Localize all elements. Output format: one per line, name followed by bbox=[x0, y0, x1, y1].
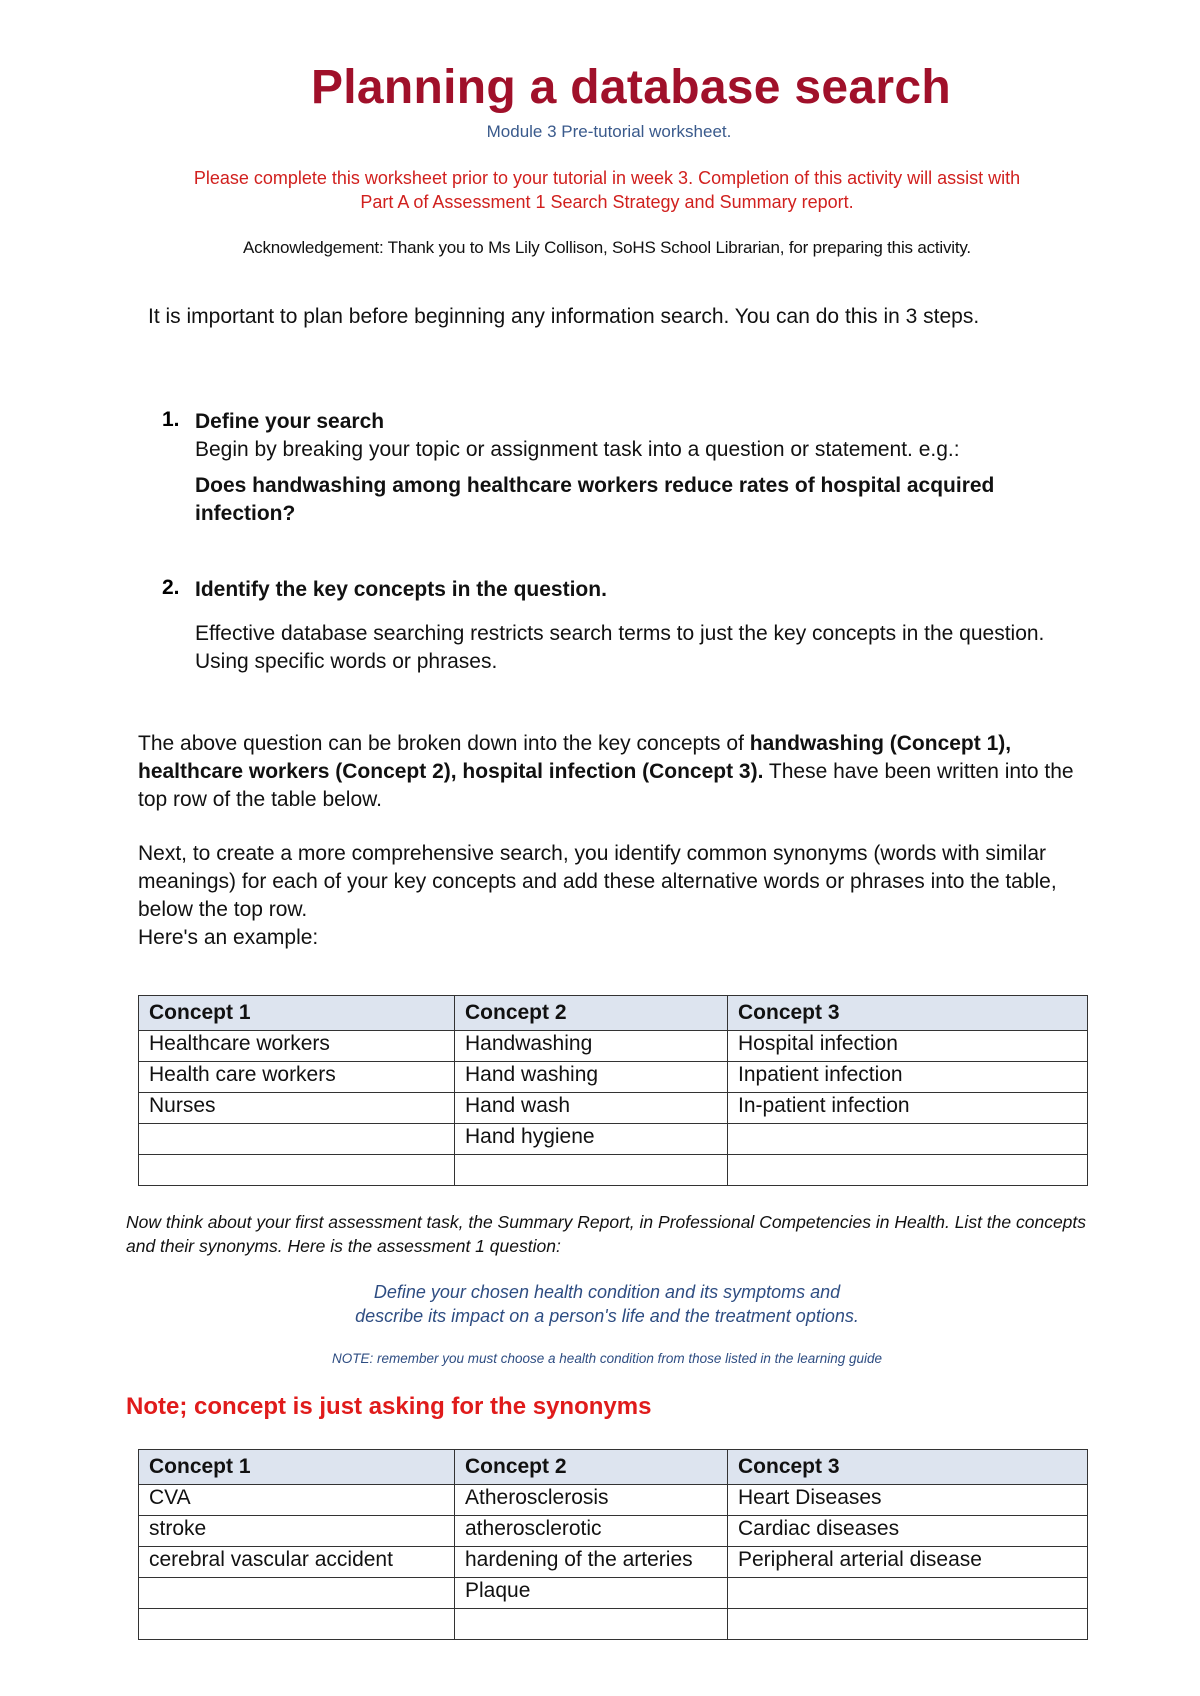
example-label: Here's an example: bbox=[138, 926, 319, 949]
table-cell: hardening of the arteries bbox=[455, 1547, 728, 1578]
concepts-bold: handwashing (Concept 1), healthcare workers (Concept 2), hospital infection (Concept 3). bbox=[138, 732, 1012, 783]
table-row bbox=[139, 1031, 1088, 1062]
table-cell: Inpatient infection bbox=[728, 1062, 1088, 1093]
table-cell: Plaque bbox=[455, 1578, 728, 1609]
table-cell bbox=[139, 1578, 455, 1609]
table-header-cell: Concept 1 bbox=[139, 996, 455, 1031]
table-cell: Hand hygiene bbox=[455, 1124, 728, 1155]
table-cell bbox=[728, 1609, 1088, 1640]
intro-paragraph: It is important to plan before beginning any information search. You can do this in 3 steps. bbox=[148, 305, 980, 328]
table-row bbox=[139, 1516, 1088, 1547]
table-cell: Handwashing bbox=[455, 1031, 728, 1062]
table-cell: Cardiac diseases bbox=[728, 1516, 1088, 1547]
step-2-heading: Identify the key concepts in the question. bbox=[195, 578, 607, 601]
step-1-number: 1. bbox=[162, 408, 180, 431]
table-cell bbox=[139, 1155, 455, 1186]
synonyms-paragraph bbox=[138, 840, 1088, 952]
table-cell: stroke bbox=[139, 1516, 455, 1547]
step-1-example: Does handwashing among healthcare workers reduce rates of hospital acquired infection? bbox=[195, 474, 995, 525]
table-row bbox=[139, 1609, 1088, 1640]
table-cell: Atherosclerosis bbox=[455, 1485, 728, 1516]
table-header-cell: Concept 2 bbox=[455, 996, 728, 1031]
step-1-text: Begin by breaking your topic or assignment task into a question or statement. e.g.: bbox=[195, 438, 960, 461]
step-1-heading: Define your search bbox=[195, 410, 385, 433]
page-title: Planning a database search bbox=[310, 61, 952, 114]
concepts-paragraph bbox=[138, 730, 1088, 814]
table-header-cell: Concept 3 bbox=[728, 996, 1088, 1031]
example-concepts-table bbox=[138, 995, 1088, 1186]
table-row bbox=[139, 1485, 1088, 1516]
synonyms-text: Next, to create a more comprehensive search, you identify common synonyms (words with similar meanings) for each of your key concepts and add these alternative words or phrases into the table, below the top row. bbox=[138, 842, 1057, 921]
table-header-row bbox=[139, 1450, 1088, 1485]
table-cell: cerebral vascular accident bbox=[139, 1547, 455, 1578]
table-cell: Hand wash bbox=[455, 1093, 728, 1124]
table-row bbox=[139, 1578, 1088, 1609]
table-row bbox=[139, 1062, 1088, 1093]
table-cell bbox=[139, 1124, 455, 1155]
table-cell bbox=[728, 1155, 1088, 1186]
table-row bbox=[139, 1155, 1088, 1186]
table-cell: Heart Diseases bbox=[728, 1485, 1088, 1516]
table-cell bbox=[455, 1155, 728, 1186]
acknowledgement: Acknowledgement: Thank you to Ms Lily Collison, SoHS School Librarian, for preparing this activity. bbox=[243, 238, 971, 257]
table-row bbox=[139, 1093, 1088, 1124]
assessment-question bbox=[130, 1280, 1084, 1328]
table-cell: Health care workers bbox=[139, 1062, 455, 1093]
table-cell bbox=[455, 1609, 728, 1640]
table-cell: Hand washing bbox=[455, 1062, 728, 1093]
table-cell: atherosclerotic bbox=[455, 1516, 728, 1547]
table-header-cell: Concept 2 bbox=[455, 1450, 728, 1485]
table-header-cell: Concept 3 bbox=[728, 1450, 1088, 1485]
table-cell: CVA bbox=[139, 1485, 455, 1516]
assessment-question-line-2: describe its impact on a person's life and the treatment options. bbox=[355, 1306, 859, 1326]
table-cell: In-patient infection bbox=[728, 1093, 1088, 1124]
instruction-text bbox=[130, 166, 1084, 214]
learning-guide-note: NOTE: remember you must choose a health condition from those listed in the learning guide bbox=[331, 1351, 883, 1366]
table-cell bbox=[728, 1124, 1088, 1155]
table-cell: Healthcare workers bbox=[139, 1031, 455, 1062]
table-cell bbox=[728, 1578, 1088, 1609]
table-cell: Nurses bbox=[139, 1093, 455, 1124]
table-header-row bbox=[139, 996, 1088, 1031]
instruction-line-1: Please complete this worksheet prior to your tutorial in week 3. Completion of this activity will assist with bbox=[193, 168, 1021, 188]
synonym-note: Note; concept is just asking for the synonyms bbox=[126, 1393, 652, 1420]
assessment-question-line-1: Define your chosen health condition and its symptoms and bbox=[373, 1282, 841, 1302]
table-cell: Peripheral arterial disease bbox=[728, 1547, 1088, 1578]
instruction-line-2: Part A of Assessment 1 Search Strategy and Summary report. bbox=[360, 192, 854, 212]
assessment-prompt: Now think about your first assessment task, the Summary Report, in Professional Competencies in Health. List the concepts and their synonyms. Here is the assessment 1 question: bbox=[126, 1212, 1087, 1256]
table-cell: Hospital infection bbox=[728, 1031, 1088, 1062]
table-row bbox=[139, 1124, 1088, 1155]
step-2 bbox=[195, 576, 1075, 676]
table-row bbox=[139, 1547, 1088, 1578]
table-header-cell: Concept 1 bbox=[139, 1450, 455, 1485]
step-1 bbox=[195, 408, 1075, 528]
table-cell bbox=[139, 1609, 455, 1640]
concepts-lead: The above question can be broken down into the key concepts of bbox=[138, 732, 750, 755]
answer-concepts-table bbox=[138, 1449, 1088, 1640]
concepts-tail: These have been written into the top row of the table below. bbox=[138, 760, 1074, 811]
step-2-number: 2. bbox=[162, 576, 180, 599]
step-2-text: Effective database searching restricts search terms to just the key concepts in the question. Using specific words or phrases. bbox=[195, 622, 1045, 673]
page-subtitle: Module 3 Pre-tutorial worksheet. bbox=[486, 122, 732, 141]
